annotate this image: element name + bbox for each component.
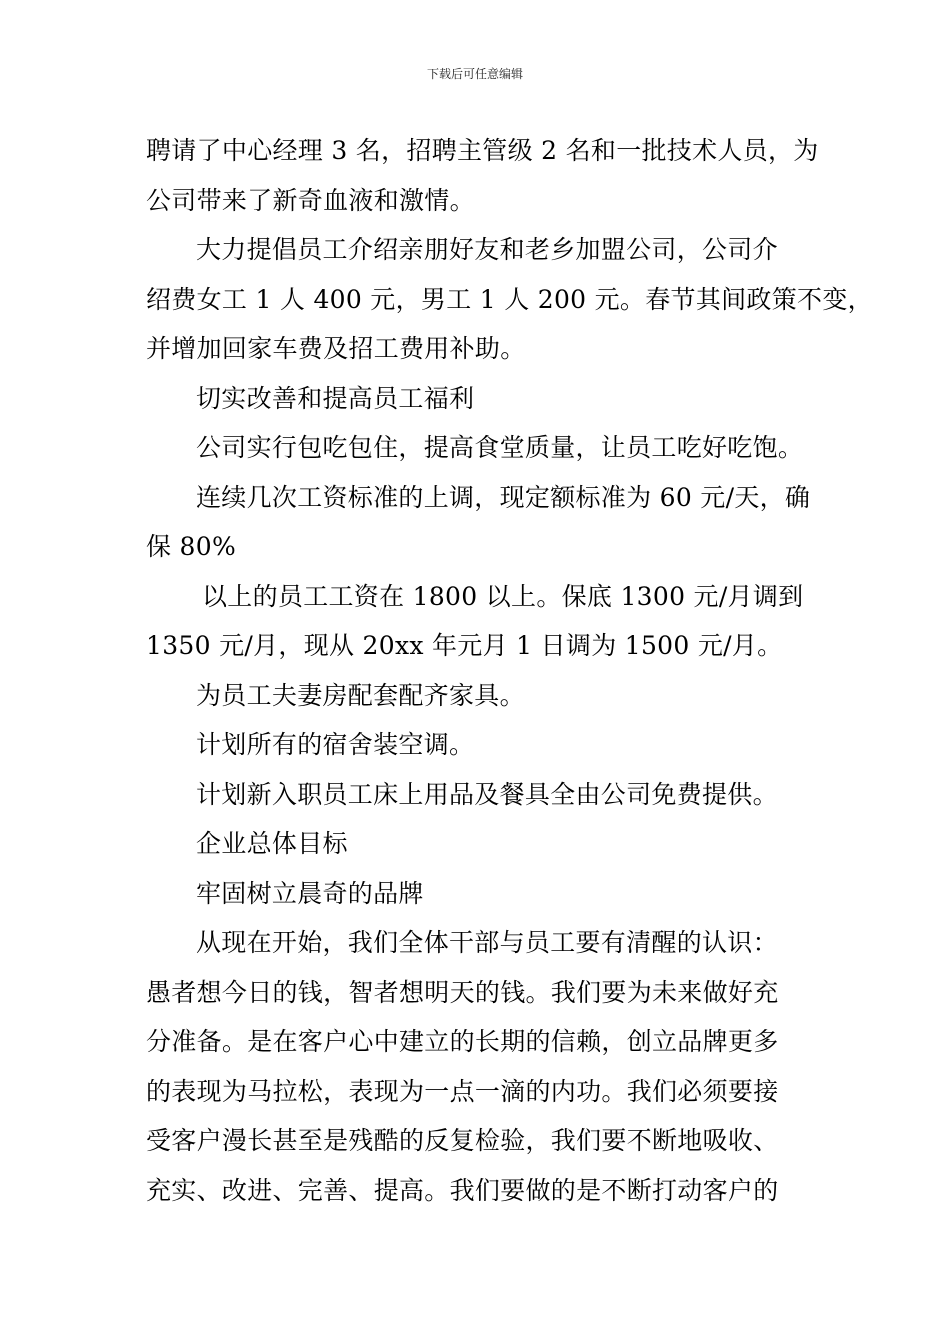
text-line: 愚者想今日的钱，智者想明天的钱。我们要为未来做好充: [146, 977, 779, 1007]
text-line: 聘请了中心经理 3 名，招聘主管级 2 名和一批技术人员，为: [146, 136, 819, 165]
text-line: 的表现为马拉松，表现为一点一滴的内功。我们必须要接: [146, 1076, 779, 1106]
text-line: 公司实行包吃包住，提高食堂质量，让员工吃好吃饱。: [196, 433, 804, 462]
text-line: 绍费女工 1 人 400 元，男工 1 人 200 元。春节其间政策不变，: [146, 284, 873, 314]
text-line: 计划所有的宿舍装空调。: [196, 730, 475, 759]
text-line: 并增加回家车费及招工费用补助。: [146, 334, 526, 363]
text-line: 为员工夫妻房配套配齐家具。: [196, 680, 525, 710]
text-line: 受客户漫长甚至是残酷的反复检验，我们要不断地吸收、: [146, 1126, 779, 1155]
text-line: 切实改善和提高员工福利: [196, 383, 475, 413]
text-line: 以上的员工工资在 1800 以上。保底 1300 元/月调到: [202, 581, 804, 611]
page-header: 下载后可任意编辑: [426, 67, 523, 81]
text-line: 1350 元/月，现从 20xx 年元月 1 日调为 1500 元/月。: [146, 631, 783, 660]
text-line: 企业总体目标: [196, 829, 348, 858]
text-line: 牢固树立晨奇的品牌: [196, 878, 424, 908]
text-line: 充实、改进、完善、提高。我们要做的是不断打动客户的: [146, 1175, 779, 1205]
text-line: 连续几次工资标准的上调，现定额标准为 60 元/天，确: [196, 482, 811, 512]
text-line: 公司带来了新奇血液和激情。: [146, 185, 475, 215]
text-line: 分准备。是在客户心中建立的长期的信赖，创立品牌更多: [146, 1027, 779, 1056]
text-line: 从现在开始，我们全体干部与员工要有清醒的认识：: [196, 928, 778, 957]
text-line: 大力提倡员工介绍亲朋好友和老乡加盟公司，公司介: [196, 235, 778, 264]
text-line: 计划新入职员工床上用品及餐具全由公司免费提供。: [196, 779, 778, 809]
document-body: [146, 126, 873, 1215]
text-line: 保 80%: [146, 532, 237, 561]
